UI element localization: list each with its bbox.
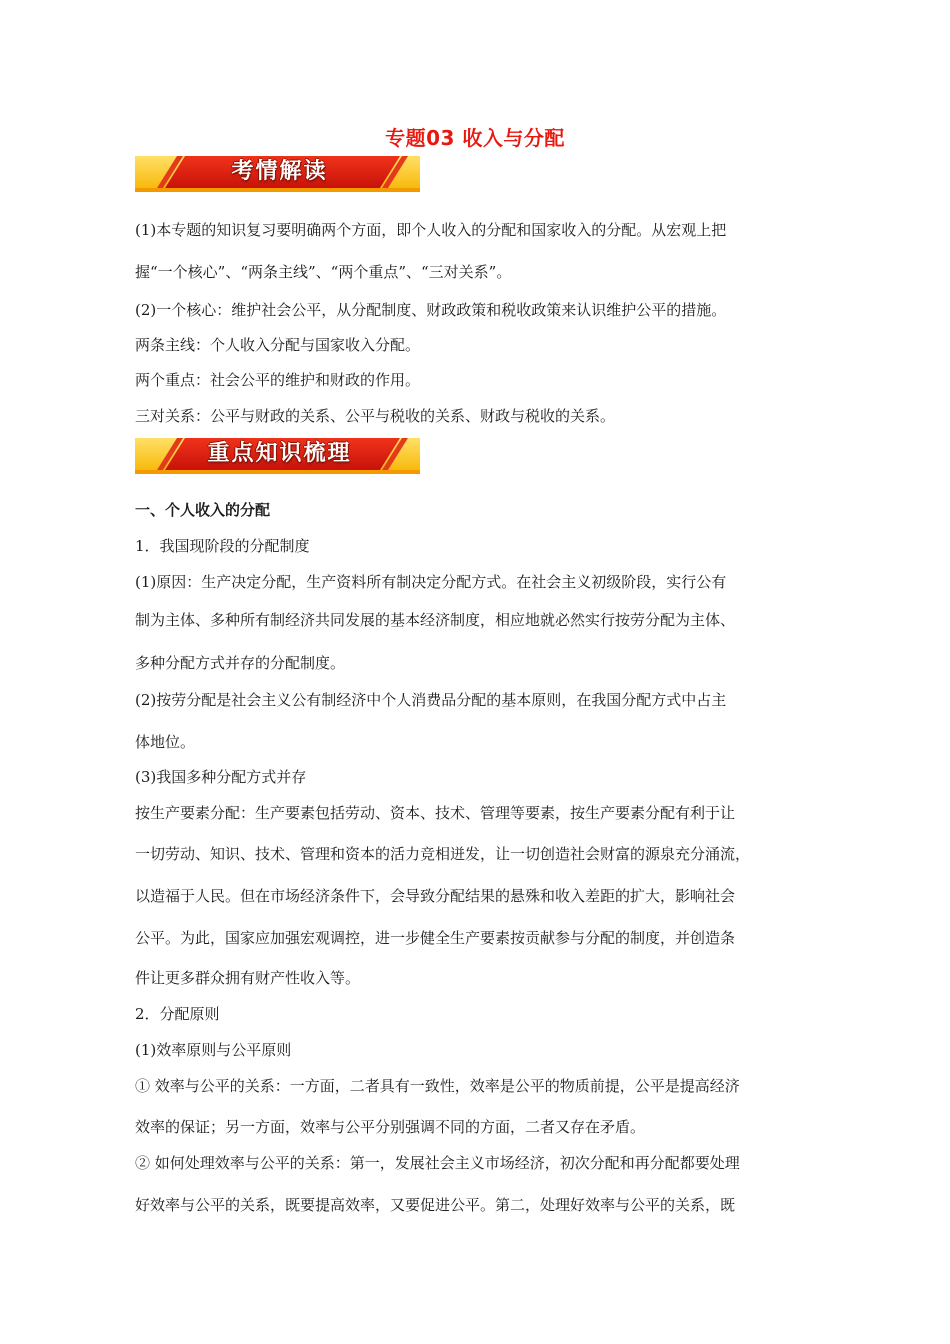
paragraph-line: 制为主体、多种所有制经济共同发展的基本经济制度，相应地就必然实行按劳分配为主体、	[135, 611, 736, 629]
paragraph-line: 以造福于人民。但在市场经济条件下，会导致分配结果的悬殊和收入差距的扩大，影响社会	[135, 887, 736, 905]
paragraph-line: 两个重点：社会公平的维护和财政的作用。	[135, 371, 421, 389]
section-banner-zhongdian	[135, 438, 420, 474]
paragraph-line: 三对关系：公平与财政的关系、公平与税收的关系、财政与税收的关系。	[135, 407, 616, 425]
paragraph-line: 两条主线：个人收入分配与国家收入分配。	[135, 336, 421, 354]
paragraph-line: (3)我国多种分配方式并存	[135, 768, 307, 786]
paragraph-line: 公平。为此，国家应加强宏观调控，进一步健全生产要素按贡献参与分配的制度，并创造条	[135, 929, 736, 947]
paragraph-line: 2．分配原则	[135, 1005, 220, 1023]
paragraph-line: ② 如何处理效率与公平的关系：第一，发展社会主义市场经济，初次分配和再分配都要处理	[135, 1154, 740, 1172]
page-title: 专题03 收入与分配	[385, 126, 565, 150]
section-heading: 一、个人收入的分配	[135, 501, 271, 519]
paragraph-line: 好效率与公平的关系，既要提高效率，又要促进公平。第二，处理好效率与公平的关系，既	[135, 1196, 736, 1214]
paragraph-line: 效率的保证；另一方面，效率与公平分别强调不同的方面，二者又存在矛盾。	[135, 1118, 646, 1136]
banner-title: 重点知识梳理	[207, 441, 352, 466]
paragraph-line: ① 效率与公平的关系：一方面，二者具有一致性，效率是公平的物质前提，公平是提高经济	[135, 1077, 740, 1095]
paragraph-line: 按生产要素分配：生产要素包括劳动、资本、技术、管理等要素，按生产要素分配有利于让	[135, 804, 736, 822]
section-banner-kaoqing	[135, 156, 420, 192]
paragraph-line: 件让更多群众拥有财产性收入等。	[135, 969, 361, 987]
paragraph-line: 多种分配方式并存的分配制度。	[135, 654, 346, 672]
paragraph-line: 握“一个核心”、“两条主线”、“两个重点”、“三对关系”。	[135, 263, 512, 281]
paragraph-line: (1)本专题的知识复习要明确两个方面，即个人收入的分配和国家收入的分配。从宏观上把	[135, 221, 727, 239]
paragraph-line: (2)一个核心：维护社会公平，从分配制度、财政政策和税收政策来认识维护公平的措施。	[135, 301, 727, 319]
paragraph-line: (2)按劳分配是社会主义公有制经济中个人消费品分配的基本原则，在我国分配方式中占主	[135, 691, 727, 709]
banner-title: 考情解读	[231, 159, 328, 184]
paragraph-line: 1．我国现阶段的分配制度	[135, 537, 310, 555]
paragraph-line: (1)效率原则与公平原则	[135, 1041, 292, 1059]
paragraph-line: 体地位。	[135, 733, 196, 751]
paragraph-line: 一切劳动、知识、技术、管理和资本的活力竞相迸发，让一切创造社会财富的源泉充分涌流，	[135, 845, 751, 863]
paragraph-line: (1)原因：生产决定分配，生产资料所有制决定分配方式。在社会主义初级阶段，实行公有	[135, 573, 727, 591]
